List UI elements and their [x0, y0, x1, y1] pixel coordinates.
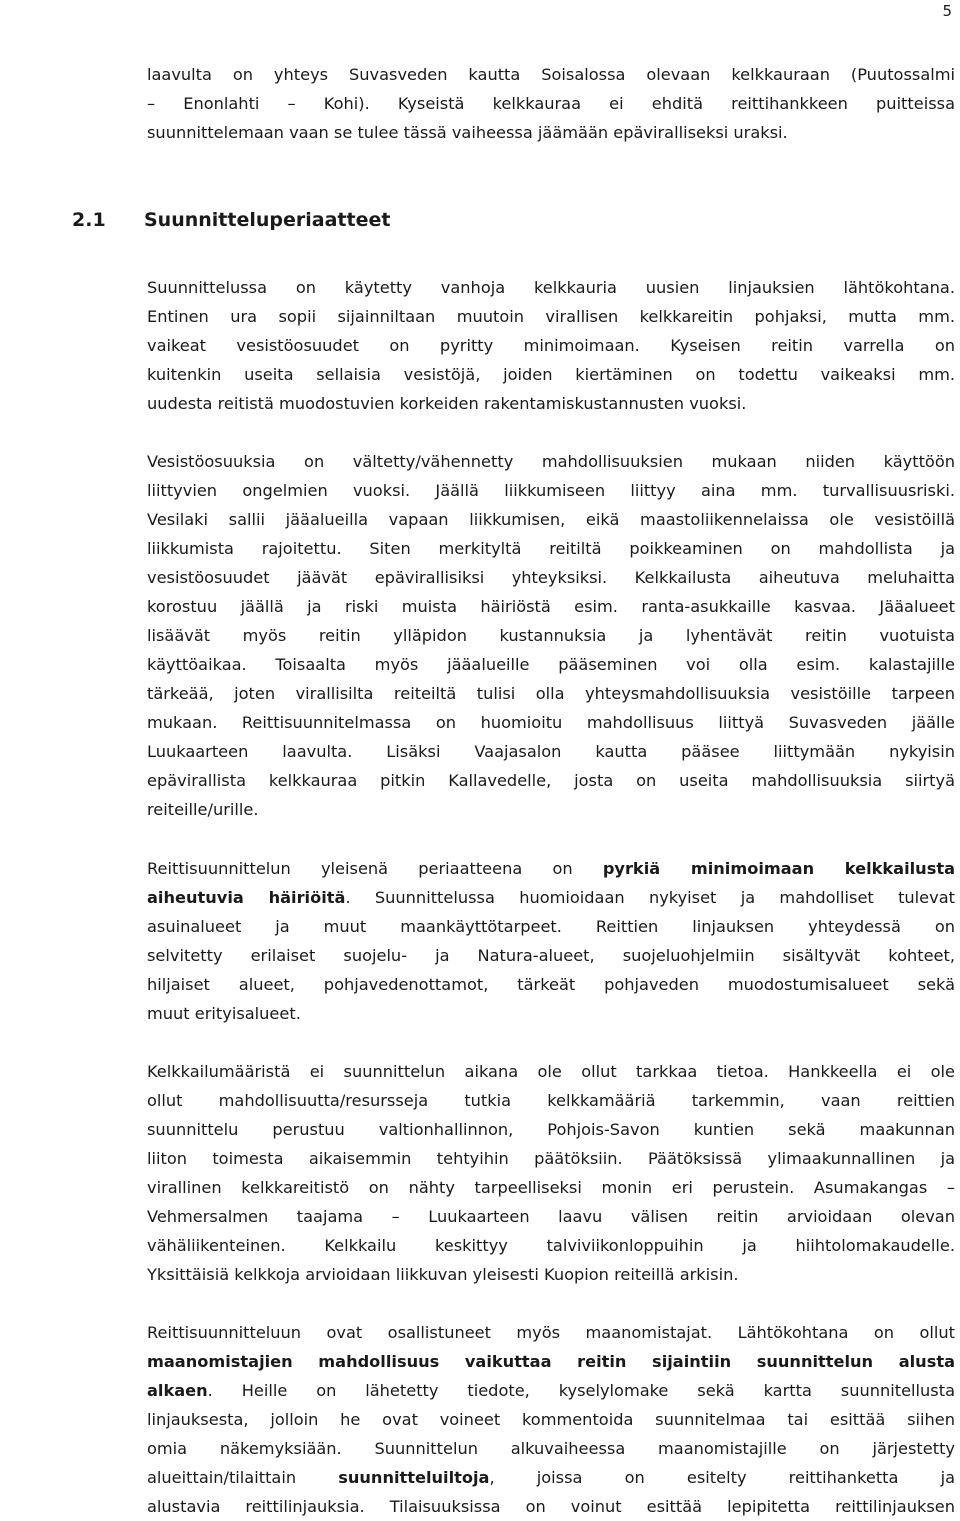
text-line: Vehmersalmen taajama – Luukaarteen laavu välisen reitin arvioidaan olevan — [147, 1207, 955, 1226]
emphasis-text: suunnitteluiltoja — [338, 1468, 490, 1487]
text-line: linjauksesta, jolloin he ovat voineet kommentoida suunnitelmaa tai esittää siihen — [147, 1410, 955, 1429]
text-run: Reittisuunnittelun yleisenä periaatteena on — [147, 859, 603, 878]
text-line — [147, 1376, 955, 1405]
text-line — [147, 883, 955, 912]
text-line: hiljaiset alueet, pohjavedenottamot, tärkeät pohjaveden muodostumisalueet sekä — [147, 975, 955, 994]
text-run: . Suunnittelussa huomioidaan nykyiset ja mahdolliset tulevat — [345, 888, 955, 907]
text-line: lisäävät myös reitin ylläpidon kustannuksia ja lyhentävät reitin vuotuista — [147, 626, 955, 645]
emphasis-text: alkaen — [147, 1381, 208, 1400]
text-line: suunnittelu perustuu valtionhallinnon, Pohjois-Savon kuntien sekä maakunnan — [147, 1120, 955, 1139]
text-line: vesistöosuudet jäävät epävirallisiksi yhteyksiksi. Kelkkailusta aiheutuva meluhaitta — [147, 568, 955, 587]
text-line: mukaan. Reittisuunnitelmassa on huomioitu mahdollisuus liittyä Suvasveden jäälle — [147, 713, 955, 732]
text-line — [147, 1463, 955, 1492]
text-line: – Enonlahti – Kohi). Kyseistä kelkkauraa ei ehditä reittihankkeen puitteissa — [147, 94, 955, 113]
text-line: liittyvien ongelmien vuoksi. Jäällä liikkumiseen liittyy aina mm. turvallisuusriski. — [147, 481, 955, 500]
text-line: ollut mahdollisuutta/resursseja tutkia kelkkamääriä tarkemmin, vaan reittien — [147, 1091, 955, 1110]
text-line: Yksittäisiä kelkkoja arvioidaan liikkuvan yleisesti Kuopion reiteillä arkisin. — [147, 1265, 739, 1284]
section-title: Suunnitteluperiaatteet — [144, 209, 391, 231]
text-line: selvitetty erilaiset suojelu- ja Natura-alueet, suojeluohjelmiin sisältyvät kohteet, — [147, 946, 955, 965]
text-line: Vesistöosuuksia on vältetty/vähennetty mahdollisuuksien mukaan niiden käyttöön — [147, 452, 955, 471]
text-line: vaikeat vesistöosuudet on pyritty minimoimaan. Kyseisen reitin varrella on — [147, 336, 955, 355]
text-line: asuinalueet ja muut maankäyttötarpeet. Reittien linjauksen yhteydessä on — [147, 917, 955, 936]
text-run: . Heille on lähetetty tiedote, kyselylomake sekä kartta suunnitellusta — [207, 1381, 955, 1400]
paragraph-3 — [147, 854, 955, 1028]
text-line: alustavia reittilinjauksia. Tilaisuuksissa on voinut esittää lepipitetta reittilinjauksen — [147, 1497, 955, 1516]
text-line: liikkumista rajoitettu. Siten merkityltä reitiltä poikkeaminen on mahdollista ja — [147, 539, 955, 558]
text-line: muut erityisalueet. — [147, 1004, 301, 1023]
text-line: Reittisuunnitteluun ovat osallistuneet myös maanomistajat. Lähtökohtana on ollut — [147, 1323, 955, 1342]
text-line — [147, 1347, 955, 1376]
emphasis-text: pyrkiä minimoimaan kelkkailusta — [602, 859, 955, 878]
paragraph-2 — [147, 447, 955, 824]
paragraph-5 — [147, 1318, 955, 1521]
text-line: Vesilaki sallii jääalueilla vapaan liikkumisen, eikä maastoliikennelaissa ole vesistöillä — [147, 510, 955, 529]
text-line: liiton toimesta aikaisemmin tehtyihin päätöksiin. Päätöksissä ylimaakunnallinen ja — [147, 1149, 955, 1168]
paragraph-1 — [147, 273, 955, 418]
text-line: kuitenkin useita sellaisia vesistöjä, joiden kiertäminen on todettu vaikeaksi mm. — [147, 365, 955, 384]
text-line: virallinen kelkkareitistö on nähty tarpeelliseksi monin eri perustein. Asumakangas – — [147, 1178, 955, 1197]
text-line: epävirallista kelkkauraa pitkin Kallavedelle, josta on useita mahdollisuuksia siirtyä — [147, 771, 955, 790]
emphasis-text: maanomistajien mahdollisuus vaikuttaa reitin sijaintiin suunnittelun alusta — [147, 1352, 955, 1371]
text-run: alueittain/tilaittain — [147, 1468, 339, 1487]
text-line: korostuu jäällä ja riski muista häiriöstä esim. ranta-asukkaille kasvaa. Jääalueet — [147, 597, 955, 616]
text-line: reiteille/urille. — [147, 800, 259, 819]
text-line: Luukaarteen laavulta. Lisäksi Vaajasalon kautta pääsee liittymään nykyisin — [147, 742, 955, 761]
section-number: 2.1 — [72, 209, 106, 231]
text-line: käyttöaikaa. Toisaalta myös jääalueille pääseminen voi olla esim. kalastajille — [147, 655, 955, 674]
text-line: laavulta on yhteys Suvasveden kautta Soisalossa olevaan kelkkauraan (Puutossalmi — [147, 65, 955, 84]
intro-paragraph — [147, 60, 955, 147]
emphasis-text: aiheutuvia häiriöitä — [147, 888, 346, 907]
text-line: uudesta reitistä muodostuvien korkeiden rakentamiskustannusten vuoksi. — [147, 394, 747, 413]
paragraph-4 — [147, 1057, 955, 1289]
section-heading — [72, 205, 672, 235]
text-line: Kelkkailumääristä ei suunnittelun aikana ole ollut tarkkaa tietoa. Hankkeella ei ole — [147, 1062, 955, 1081]
text-line: omia näkemyksiään. Suunnittelun alkuvaiheessa maanomistajille on järjestetty — [147, 1439, 955, 1458]
text-line: suunnittelemaan vaan se tulee tässä vaiheessa jäämään epäviralliseksi uraksi. — [147, 123, 788, 142]
text-run: , joissa on esitelty reittihanketta ja — [489, 1468, 955, 1487]
text-line: tärkeää, joten virallisilta reiteiltä tulisi olla yhteysmahdollisuuksia vesistöille tarpeen — [147, 684, 955, 703]
text-line: Suunnittelussa on käytetty vanhoja kelkkauria uusien linjauksien lähtökohtana. — [147, 278, 955, 297]
text-line: Entinen ura sopii sijainniltaan muutoin virallisen kelkkareitin pohjaksi, mutta mm. — [147, 307, 955, 326]
text-line — [147, 854, 955, 883]
text-line: vähäliikenteinen. Kelkkailu keskittyy talviviikonloppuihin ja hiihtolomakaudelle. — [147, 1236, 955, 1255]
page-number: 5 — [942, 2, 952, 20]
